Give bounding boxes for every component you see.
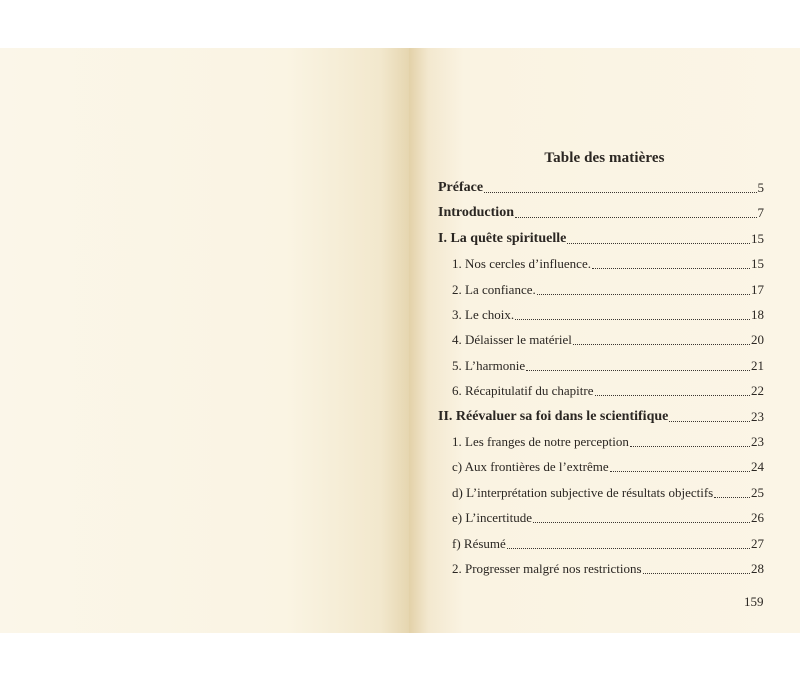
toc-entry-page: 22 — [751, 383, 764, 398]
toc-entry-page: 21 — [751, 358, 764, 373]
toc-entry-page: 26 — [751, 510, 764, 525]
toc-entry — [452, 274, 764, 298]
toc-entry-label: 2. Progresser malgré nos restrictions — [452, 561, 642, 576]
toc-entry — [452, 528, 764, 552]
page-number: 159 — [744, 594, 764, 609]
toc-entry-label: c) Aux frontières de l’extrême — [452, 459, 609, 474]
dot-leader — [526, 369, 750, 371]
toc-entry-label: 6. Récapitulatif du chapitre — [452, 383, 594, 398]
toc-entry-label: Introduction — [438, 205, 514, 220]
toc-title: Table des matières — [544, 150, 665, 166]
dot-leader — [643, 572, 750, 574]
toc-entry-page: 15 — [751, 231, 764, 246]
dot-leader — [592, 267, 750, 269]
toc-entry-page: 24 — [751, 459, 764, 474]
toc-entry-label: 5. L’harmonie — [452, 358, 526, 373]
toc-entry — [452, 502, 764, 526]
toc-entry-page: 5 — [757, 180, 764, 195]
toc-entry-page: 15 — [751, 256, 764, 271]
toc-entry — [438, 172, 764, 196]
toc-entry — [452, 248, 764, 272]
dot-leader — [515, 216, 757, 218]
toc-entry-label: I. La quête spirituelle — [438, 231, 567, 246]
toc-entry — [452, 426, 764, 450]
toc-entry-label: 4. Délaisser le matériel — [452, 332, 572, 347]
toc-entry-label: 1. Nos cercles d’influence. — [452, 256, 591, 271]
dot-leader — [533, 521, 750, 523]
toc-entry — [438, 223, 764, 247]
toc-entry — [452, 324, 764, 348]
toc-entry — [438, 401, 764, 425]
left-page — [0, 48, 409, 633]
toc-entry-label: f) Résumé — [452, 536, 506, 551]
toc-entry-page: 25 — [751, 485, 764, 500]
toc-entry-label: 3. Le choix. — [452, 307, 515, 322]
toc-entry — [452, 299, 764, 323]
toc-entry — [438, 197, 764, 221]
dot-leader — [484, 191, 756, 193]
toc-entry-label: e) L’incertitude — [452, 510, 533, 525]
toc-entry-page: 28 — [751, 561, 764, 576]
dot-leader — [610, 470, 750, 472]
toc-entry-label: Préface — [438, 180, 484, 195]
dot-leader — [567, 242, 750, 244]
toc-entry-label: d) L’interprétation subjective de résultats objectifs — [452, 485, 714, 500]
toc-entry — [452, 350, 764, 374]
toc-entry-page: 23 — [751, 409, 764, 424]
dot-leader — [630, 445, 750, 447]
toc-entry-page: 23 — [751, 434, 764, 449]
toc-entry — [452, 375, 764, 399]
toc-entry-label: 2. La confiance. — [452, 282, 536, 297]
toc-entry-page: 27 — [751, 536, 764, 551]
toc-entry-page: 18 — [751, 307, 764, 322]
toc-entry-label: 1. Les franges de notre perception — [452, 434, 629, 449]
toc-entry-page: 17 — [751, 282, 764, 297]
dot-leader — [669, 420, 750, 422]
toc-entry — [452, 451, 764, 475]
dot-leader — [515, 318, 750, 320]
dot-leader — [573, 343, 750, 345]
dot-leader — [714, 496, 750, 498]
dot-leader — [507, 547, 750, 549]
toc-entry — [452, 553, 764, 577]
toc-entry — [452, 477, 764, 501]
toc-entry-label: II. Réévaluer sa foi dans le scientifique — [438, 409, 669, 424]
toc-entry-page: 7 — [757, 205, 764, 220]
toc-entry-page: 20 — [751, 332, 764, 347]
dot-leader — [537, 293, 750, 295]
dot-leader — [595, 394, 750, 396]
